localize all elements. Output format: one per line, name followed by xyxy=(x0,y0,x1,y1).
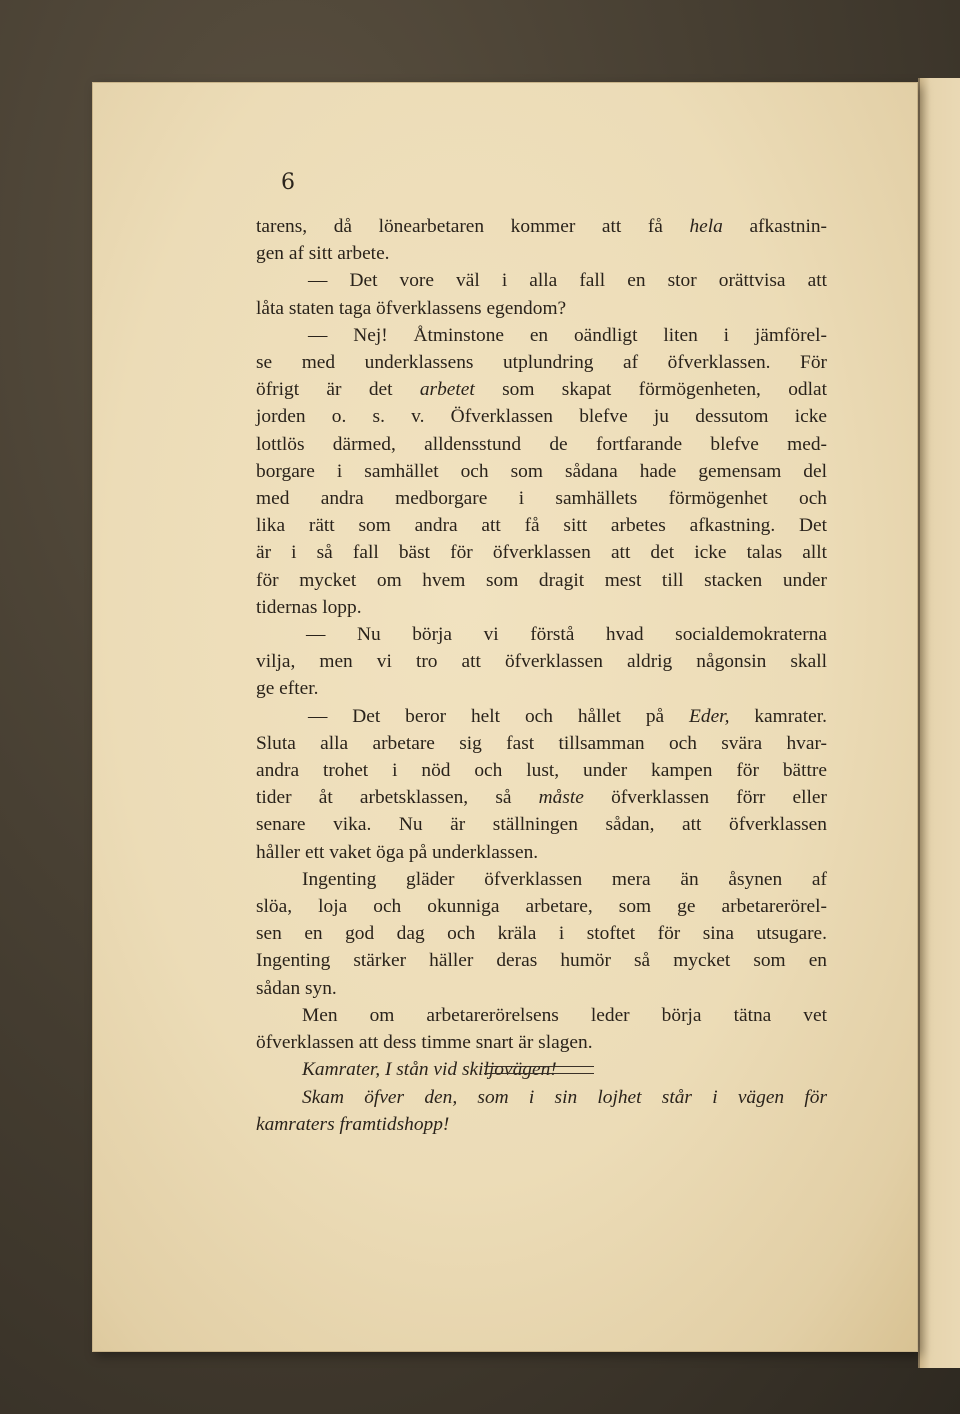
text-segment: afkastnin- xyxy=(722,216,827,237)
italic-text: hela xyxy=(689,216,723,237)
text-line xyxy=(256,1084,827,1111)
text-segment: vilja, men vi tro att öfverklassen aldrig någonsin skall xyxy=(256,651,827,673)
text-segment: ge efter. xyxy=(256,678,319,700)
body-text xyxy=(256,213,827,1138)
text-line xyxy=(256,539,827,566)
text-segment: andra trohet i nöd och lust, under kampen för bättre xyxy=(256,760,827,782)
text-line xyxy=(256,975,827,1002)
page-number: 6 xyxy=(281,170,295,195)
text-line xyxy=(256,839,827,866)
text-line xyxy=(256,240,827,267)
text-line xyxy=(256,730,827,757)
text-segment: lika rätt som andra att få sitt arbetes afkastning. Det xyxy=(256,515,827,537)
text-segment: låta staten taga öfverklassens egendom? xyxy=(256,297,567,319)
text-segment: se med underklassens utplundring af öfverklassen. För xyxy=(256,352,827,374)
text-line xyxy=(256,1111,827,1138)
text-segment: öfrigt är det xyxy=(256,379,420,401)
text-line xyxy=(256,594,827,621)
text-segment: är i så fall bäst för öfverklassen att det icke talas allt xyxy=(256,542,827,564)
text-segment: tarens, då lönearbetaren kommer att få xyxy=(256,216,690,237)
text-segment: håller ett vaket öga på underklassen. xyxy=(256,841,539,863)
text-segment: Kamrater, I stån vid skiljovägen! xyxy=(302,1059,557,1081)
text-segment: gen af sitt arbete. xyxy=(256,243,390,265)
italic-text: Eder, xyxy=(689,705,730,727)
text-segment: senare vika. Nu är ställningen sådan, att öfverklassen xyxy=(256,814,827,836)
text-segment: som skapat förmögenheten, odlat xyxy=(474,379,827,401)
italic-text: arbetet xyxy=(419,379,475,401)
text-line xyxy=(256,322,827,349)
text-line xyxy=(256,376,827,403)
text-line xyxy=(256,757,827,784)
text-segment: Ingenting gläder öfverklassen mera än åsynen af xyxy=(302,868,827,890)
text-segment: sådan syn. xyxy=(256,977,337,999)
text-segment: — Det beror helt och hållet på xyxy=(308,705,690,727)
text-segment: slöa, loja och okunniga arbetare, som ge arbetarerörel- xyxy=(256,896,827,918)
text-line xyxy=(256,920,827,947)
text-line xyxy=(256,866,827,893)
text-line xyxy=(256,431,827,458)
adjacent-page-edge xyxy=(918,78,960,1368)
text-segment: tidernas lopp. xyxy=(256,596,362,618)
text-segment: jorden o. s. v. Öfverklassen blefve ju dessutom icke xyxy=(256,406,827,428)
text-segment: för mycket om hvem som dragit mest till stacken under xyxy=(256,569,827,591)
text-line xyxy=(256,947,827,974)
text-line xyxy=(256,784,827,811)
text-line xyxy=(256,1029,827,1056)
text-segment: öfverklassen att dess timme snart är slagen. xyxy=(256,1032,593,1054)
text-segment: — Det vore väl i alla fall en stor orättvisa att xyxy=(308,270,827,292)
text-segment: kamraters framtidshopp! xyxy=(256,1113,450,1135)
text-segment: lottlös därmed, alldensstund de fortfarande blefve med- xyxy=(256,433,827,455)
text-line xyxy=(256,403,827,430)
text-segment: Men om arbetarerörelsens leder börja tätna vet xyxy=(302,1004,827,1026)
text-line xyxy=(256,1002,827,1029)
text-line xyxy=(256,349,827,376)
text-line xyxy=(256,567,827,594)
text-segment: med andra medborgare i samhällets förmögenhet och xyxy=(256,488,827,510)
text-segment: borgare i samhället och som sådana hade gemensam del xyxy=(256,460,827,482)
text-line xyxy=(256,621,827,648)
text-segment: kamrater. xyxy=(729,705,827,727)
text-line xyxy=(256,648,827,675)
text-segment: — Nej! Åtminstone en oändligt liten i jämförel- xyxy=(308,324,827,346)
text-line xyxy=(256,512,827,539)
text-segment: tider åt arbetsklassen, så xyxy=(256,787,539,809)
text-segment: Sluta alla arbetare sig fast tillsamman och svära hvar- xyxy=(256,732,827,754)
text-segment: Skam öfver den, som i sin lojhet står i vägen för xyxy=(302,1086,827,1108)
text-line xyxy=(256,458,827,485)
text-segment: Ingenting stärker häller deras humör så mycket som en xyxy=(256,950,827,972)
text-line xyxy=(256,295,827,322)
end-double-rule xyxy=(484,1066,594,1074)
text-line xyxy=(256,485,827,512)
italic-text: måste xyxy=(538,787,584,809)
text-line xyxy=(256,893,827,920)
text-line xyxy=(256,811,827,838)
text-segment: öfverklassen förr eller xyxy=(583,787,827,809)
text-line xyxy=(256,213,827,240)
text-segment: — Nu börja vi förstå hvad socialdemokraterna xyxy=(306,624,827,646)
text-line xyxy=(256,675,827,702)
text-line xyxy=(256,703,827,730)
text-segment: sen en god dag och kräla i stoftet för sina utsugare. xyxy=(256,923,827,945)
text-line xyxy=(256,267,827,294)
